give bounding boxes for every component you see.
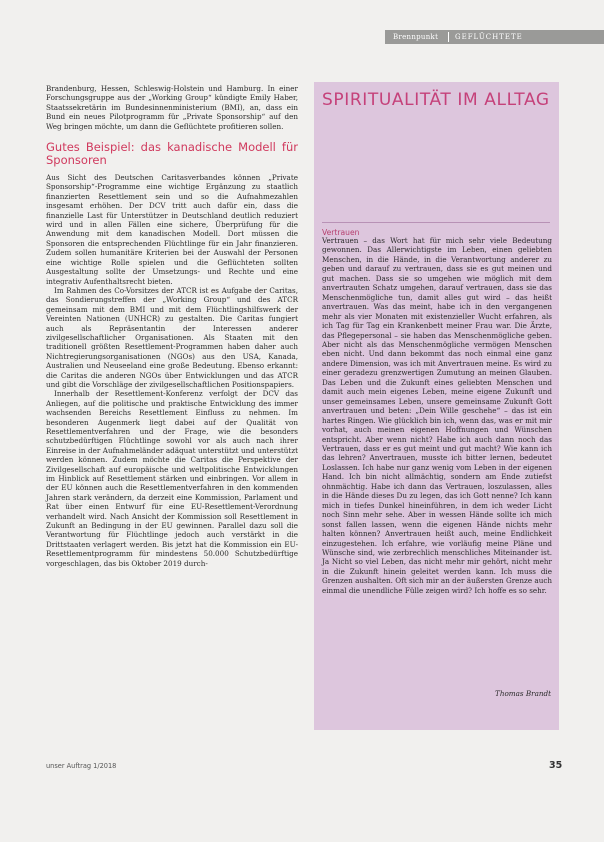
footer-source: unser Auftrag 1/2018 bbox=[46, 762, 117, 770]
main-article-column bbox=[46, 84, 298, 568]
sidebar-author: Thomas Brandt bbox=[495, 689, 551, 698]
header-section: Brennpunkt bbox=[393, 33, 439, 41]
article-paragraph: Innerhalb der Resettlement-Konferenz verfolgt der DCV das Anliegen, auf die politische und praktische Entwicklung des immer wachsenden Bereichs Resettlement Einfluss zu nehmen. Im besonderen Augenmerk liegt dabei auf der Qualität von Resettlementverfahren und der Frage, wie die besonders schutzbedürftigen Flüchtlinge sowohl vor als auch nach ihrer Einreise in der Aufnahmeländer adäquat unterstützt und unterstützt werden können. Zudem möchte die Caritas die Perspektive der Zivilgesellschaft auf europäische und weltpolitische Entwicklungen im Hinblick auf Resettlement stärken und einbringen. Vor allem in der EU können auch die Resettlementverfahren in den kommenden Jahren stark verändern, da derzeit eine Kommission, Parlament und Rat über einen Entwurf für eine EU-Resettlement-Verordnung verhandelt wird. Nach Ansicht der Kommission soll Resettlement in Zukunft an Bedingung in der EU gewinnen. Parallel dazu soll die Verantwortung für Flüchtlinge jedoch auch verstärkt in die Drittstaaten verlagert werden. Bis jetzt hat die Kommission ein EU-Resettlementprogramm für mindestens 50.000 Schutzbedürftige vorgeschlagen, das bis Oktober 2019 durch- bbox=[46, 389, 298, 568]
spirituality-sidebar-box bbox=[314, 82, 559, 730]
sidebar-title: SPIRITUALITÄT IM ALLTAG bbox=[322, 90, 550, 110]
header-divider bbox=[448, 32, 449, 42]
article-paragraph: Im Rahmen des Co-Vorsitzes der ATCR ist es Aufgabe der Caritas, das Sondierungstreffen der „Working Group“ und des ATCR gemeinsam mit dem BMI und mit dem Flüchtlingshilfswerk der Vereinten Nationen (UNHCR) zu gestalten. Die Caritas fungiert auch als Repräsentantin der Interessen anderer zivilgesellschaftlicher Organisationen. Als Staaten mit den traditionell größten Resettlement-Programmen haben daher auch Nichtregierungsorganisationen (NGOs) aus den USA, Kanada, Australien und Neuseeland eine große Bedeutung. Ebenso erkannt: die Caritas die anderen NGOs über Entwicklungen und das ATCR und gibt die Vorschläge der zivilgesellschaftlichen Positionspapiers. bbox=[46, 285, 298, 389]
header-topic: GEFLÜCHTETE bbox=[455, 33, 523, 41]
sidebar-divider bbox=[322, 222, 550, 223]
sidebar-text: Vertrauen – das Wort hat für mich sehr viele Bedeutung gewonnen. Das Allerwichtigste im Leben, einen geliebten Menschen, in die Hände, in die Verantwortung anderer zu geben und darauf zu vertrauen, dass sie es gut meinen und gut machen. Dass sie so umgehen wie möglich mit dem anvertrauten Schatz umgehen, darauf vertrauen, dass sie das Menschenmögliche tun, damit alles gut wird – das heißt anvertrauen. Was das meint, habe ich in den vergangenen mehr als vier Monaten mit existenzieller Wucht erfahren, als ich Tag für Tag ein Krankenbett meiner Frau war. Die Ärzte, das Pflegepersonal – sie haben das Menschenmögliche geben. Aber nicht als das Menschenmögliche vermögen Menschen eben nicht. Und dann bekommt das noch einmal eine ganz andere Dimension, was ich mit Anvertrauen meine. Es wird zu einer geradezu grenzwertigen Zumutung an meinen Glauben. Das Leben und die Zukunft eines geliebten Menschen und damit auch mein eigenes Leben, meine eigene Zukunft und unser gemeinsames Leben, unsere gemeinsame Zukunft Gott anvertrauen und beten: „Dein Wille geschehe“ – das ist ein hartes Ringen. Wie glücklich bin ich, wenn das, was er mit mir vorhat, auch meinen eigenen Hoffnungen und Wünschen entspricht. Aber wenn nicht? Habe ich auch dann noch das Vertrauen, dass er es gut meint und gut macht? Wie kann ich das lehren? Anvertrauen, musste ich bitter lernen, bedeutet Loslassen. Ich habe nur ganz wenig vom Leben in der eigenen Hand. Ich bin nicht allmächtig, sondern am Ende zutiefst ohnmächtig. Habe ich dann das Vertrauen, loszulassen, alles in die Hände dieses Du zu legen, das ich Gott nenne? Ich kann mich in tiefes Dunkel hineinführen, in dem ich weder Licht noch Sinn mehr sehe. Aber in wessen Hände sollte ich mich sonst fallen lassen, wenn die eigenen Hände nichts mehr halten können? Anvertrauen heißt auch, meine Endlichkeit einzugestehen. Ich erfahre, wie vorläufig meine Pläne und Wünsche sind, wie zerbrechlich menschliches Miteinander ist. Ja Nicht so viel Leben, das nicht mehr mir gehört, nicht mehr in die Zukunft hinein geleitet werden kann. Ich muss die Grenzen aushalten. Oft sich mir an der äußersten Grenze auch einmal die unendliche Fülle zeigen wird? Ich hoffe es so sehr. bbox=[322, 236, 552, 595]
running-header bbox=[385, 30, 604, 44]
sidebar-subtitle: Vertrauen bbox=[322, 228, 360, 237]
page-number: 35 bbox=[549, 760, 563, 771]
article-paragraph: Brandenburg, Hessen, Schleswig-Holstein und Hamburg. In einer Forschungsgruppe aus der „Working Group“ kündigte Emily Haber, Staatssekretärin im Bundesinnenministerium (BMI), an, dass ein Bund ein neues Pilotprogramm für „Private Sponsorship“ auf den Weg bringen möchte, um dann die Geflüchtete profitieren sollen. bbox=[46, 84, 298, 131]
section-heading: Gutes Beispiel: das kanadische Modell für Sponsoren bbox=[46, 140, 298, 168]
article-paragraph: Aus Sicht des Deutschen Caritasverbandes können „Private Sponsorship“-Programme eine wichtige Ergänzung zu staatlich finanzierten Resettlement sein und so die Aufnahmezahlen insgesamt erhöhen. Der DCV tritt auch dafür ein, dass die finanzielle Last für Unterstützer in Deutschland deutlich reduziert wird und in allen Fällen eine sichere, Überprüfung für die Anwendung mit dem kanadischen Modell. Dort müssen die Sponsoren die entsprechenden Flüchtlinge für ein Jahr finanzieren. Zudem sollen humanitäre Kriterien bei der Auswahl der Personen eine wichtige Rolle spielen und die Geflüchteten sollten Ausgestaltung sollte der Umsetzungs- und Rechte und eine integrativ Aufenthaltsrecht bieten. bbox=[46, 173, 298, 286]
